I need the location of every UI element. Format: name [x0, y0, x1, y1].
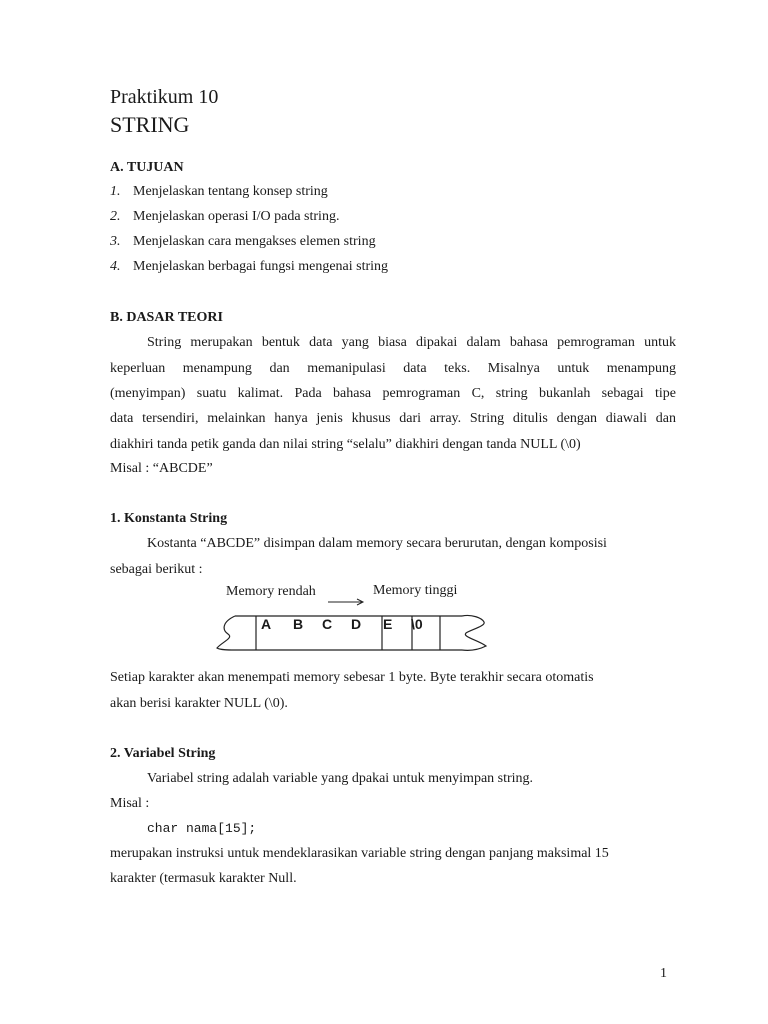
- variabel-line1: Variabel string adalah variable yang dpakai untuk menyimpan string.: [147, 771, 534, 786]
- page-title-line1: Praktikum 10: [110, 86, 219, 108]
- memory-low-label: Memory rendah: [226, 584, 316, 599]
- code-snippet: char nama[15];: [147, 821, 257, 836]
- memory-cell: A: [261, 616, 272, 632]
- list-item-number: 3.: [110, 234, 121, 249]
- konstanta-after-line1: Setiap karakter akan menempati memory sebesar 1 byte. Byte terakhir secara otomatis: [110, 670, 594, 685]
- variabel-misal: Misal :: [110, 796, 150, 811]
- arrow-right-icon: [328, 599, 363, 605]
- paragraph-line: keperluan menampung dan memanipulasi data teks. Misalnya untuk menampung: [110, 361, 676, 376]
- list-item-number: 1.: [110, 184, 121, 199]
- page-number: 1: [660, 966, 667, 981]
- list-item-number: 4.: [110, 259, 121, 274]
- list-item-number: 2.: [110, 209, 121, 224]
- paragraph-line: data tersendiri, melainkan hanya jenis khusus dari array. String ditulis dengan diawali dan: [110, 411, 676, 426]
- memory-cell: \0: [411, 616, 423, 632]
- section-a-heading: A. TUJUAN: [110, 160, 184, 175]
- example-text: Misal : “ABCDE”: [110, 461, 213, 476]
- list-item-text: Menjelaskan operasi I/O pada string.: [133, 209, 340, 224]
- memory-cell: E: [383, 616, 393, 632]
- memory-cell: D: [351, 616, 362, 632]
- konstanta-line1: Kostanta “ABCDE” disimpan dalam memory secara berurutan, dengan komposisi: [147, 536, 607, 551]
- variabel-after-line2: karakter (termasuk karakter Null.: [110, 871, 297, 886]
- list-item-text: Menjelaskan berbagai fungsi mengenai string: [133, 259, 389, 274]
- paragraph-line: String merupakan bentuk data yang biasa dipakai dalam bahasa pemrograman untuk: [147, 335, 676, 350]
- konstanta-after-line2: akan berisi karakter NULL (\0).: [110, 696, 288, 711]
- page-title-line2: STRING: [110, 112, 190, 137]
- memory-cell: B: [293, 616, 304, 632]
- variabel-after-line1: merupakan instruksi untuk mendeklarasikan variable string dengan panjang maksimal 15: [110, 846, 609, 861]
- memory-high-label: Memory tinggi: [373, 583, 458, 598]
- section-b-heading: B. DASAR TEORI: [110, 310, 223, 325]
- list-item-text: Menjelaskan tentang konsep string: [133, 184, 328, 199]
- paragraph-line: (menyimpan) suatu kalimat. Pada bahasa pemrograman C, string bukanlah sebagai tipe: [110, 386, 676, 401]
- variabel-heading: 2. Variabel String: [110, 746, 216, 761]
- memory-cell: C: [322, 616, 333, 632]
- konstanta-line2: sebagai berikut :: [110, 562, 203, 577]
- konstanta-heading: 1. Konstanta String: [110, 511, 228, 526]
- list-item-text: Menjelaskan cara mengakses elemen string: [133, 234, 376, 249]
- paragraph-line: diakhiri tanda petik ganda dan nilai string “selalu” diakhiri dengan tanda NULL (\0): [110, 437, 581, 452]
